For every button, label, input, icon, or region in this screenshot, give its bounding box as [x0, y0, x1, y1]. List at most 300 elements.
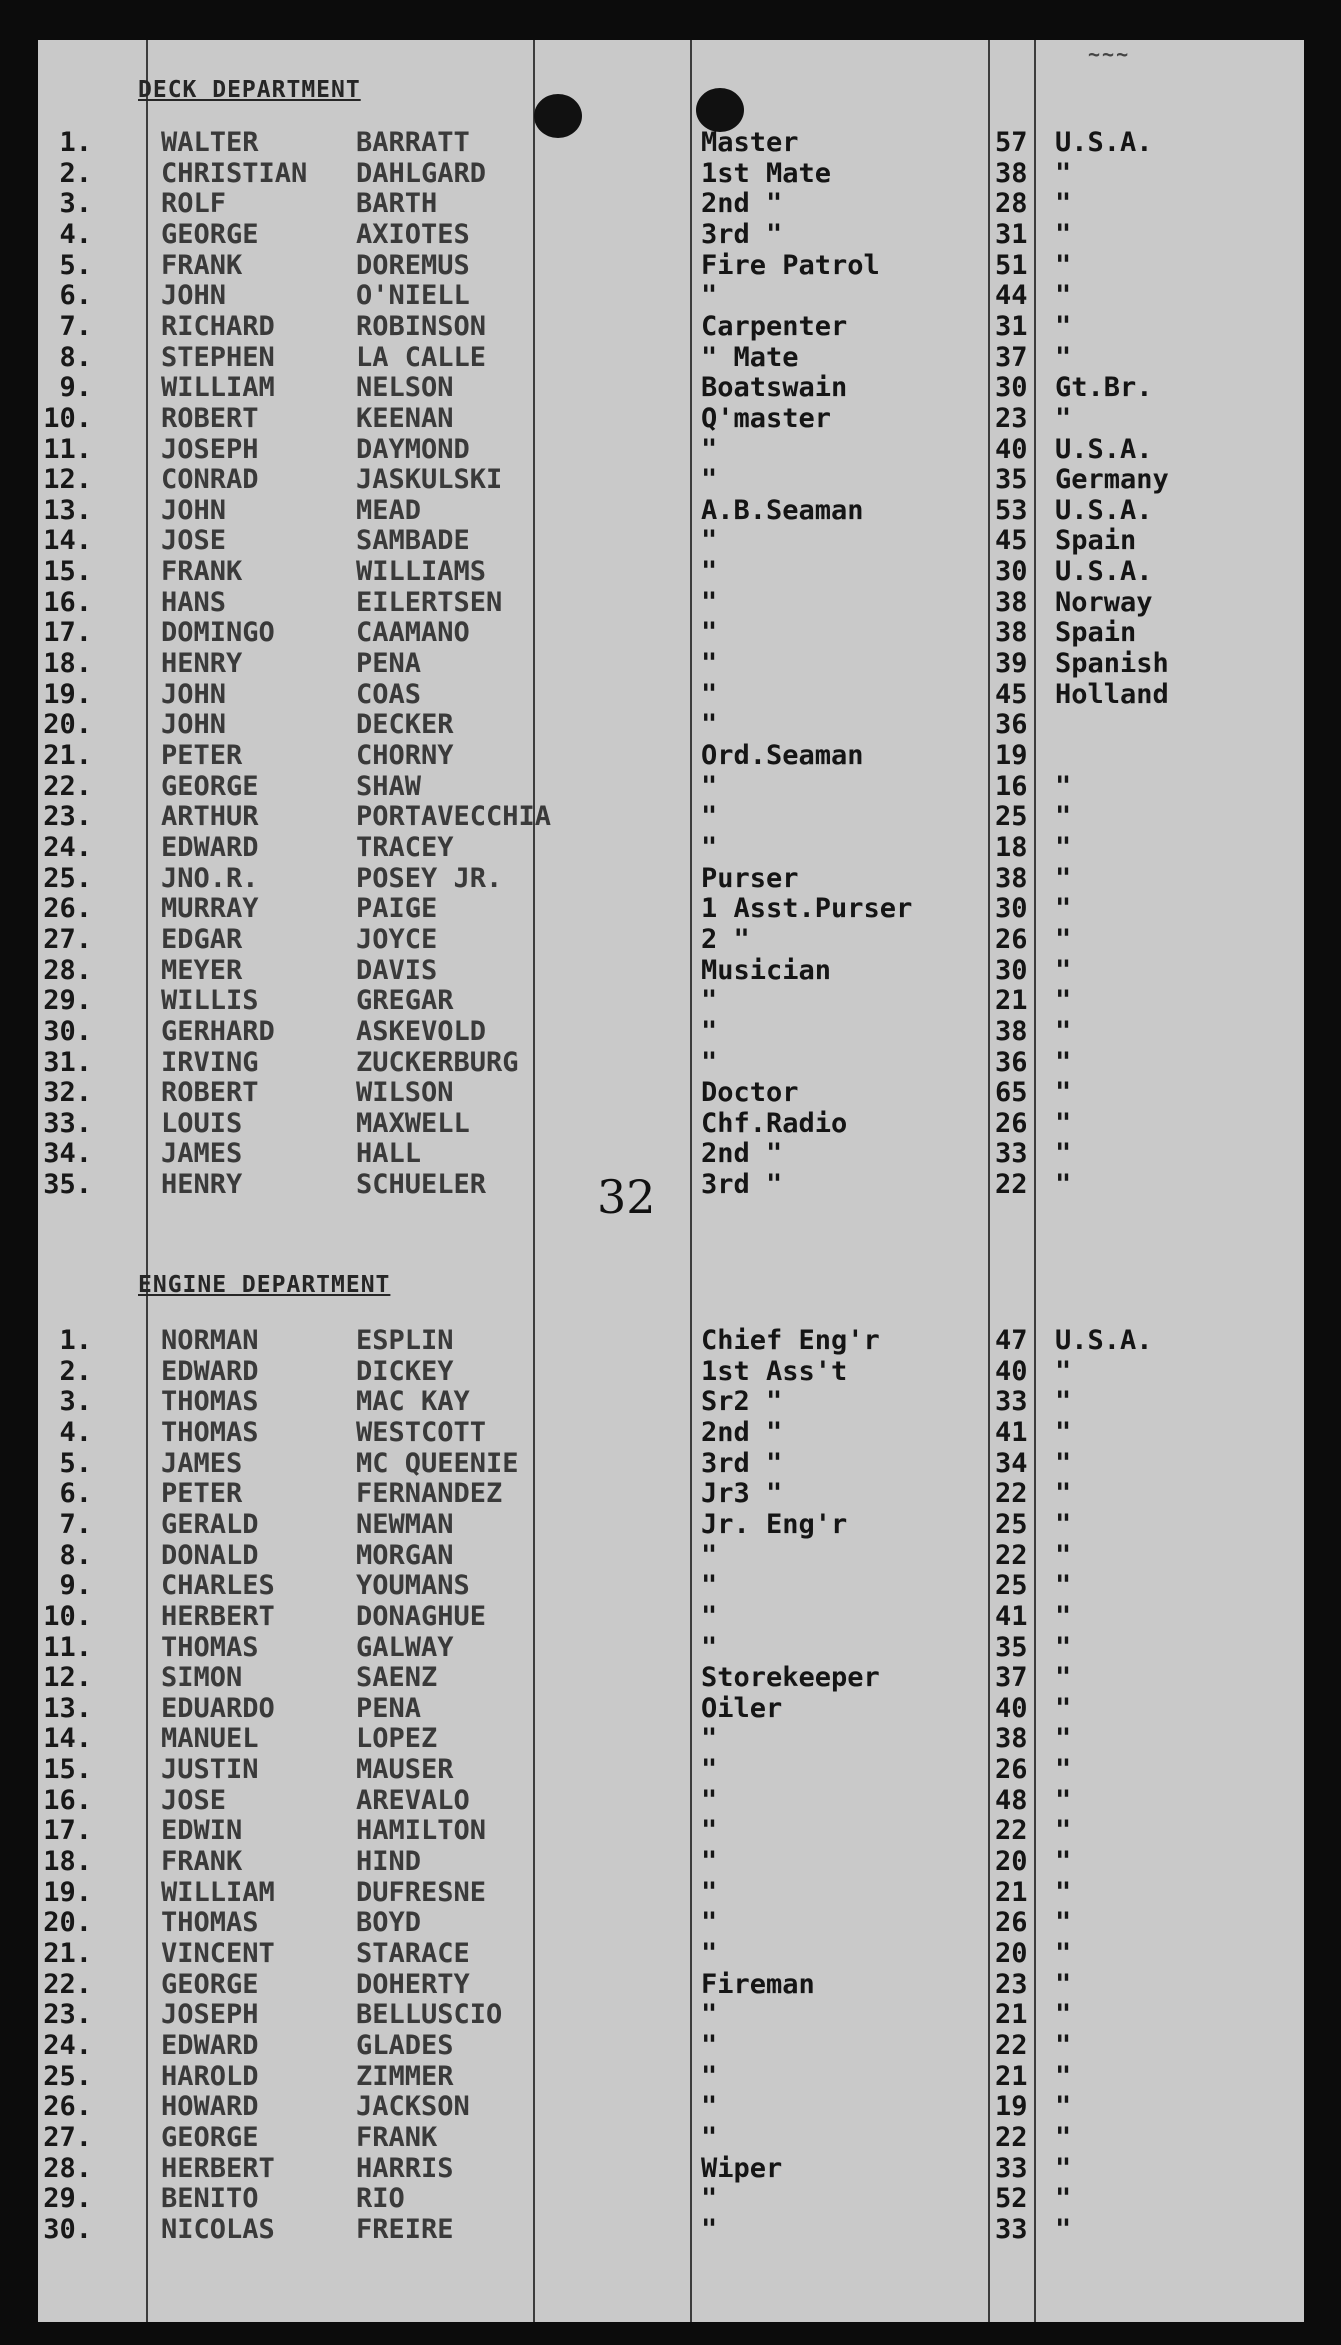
- age: 28: [995, 188, 1028, 220]
- rating: 1 Asst.Purser: [701, 893, 913, 925]
- last-name: DAYMOND: [356, 433, 470, 465]
- age: 37: [995, 341, 1028, 373]
- age: 22: [995, 1815, 1028, 1847]
- age: 30: [995, 954, 1028, 986]
- rating: ": [701, 678, 718, 710]
- crew-row: [38, 1938, 1304, 1969]
- nationality: U.S.A.: [1055, 1325, 1153, 1356]
- row-number: 8.: [59, 341, 92, 373]
- row-number: 22.: [43, 770, 92, 802]
- row-number: 1.: [59, 127, 92, 158]
- crew-row: [38, 740, 1304, 771]
- nationality: Holland: [1055, 678, 1169, 710]
- age: 31: [995, 218, 1028, 250]
- nationality: ": [1055, 1386, 1072, 1418]
- crew-row: [38, 1169, 1304, 1200]
- first-name: JOSEPH: [161, 1999, 259, 2031]
- age: 30: [995, 893, 1028, 925]
- first-name: HERBERT: [161, 1600, 275, 1632]
- rating: ": [701, 586, 718, 618]
- age: 26: [995, 1907, 1028, 1939]
- rating: ": [701, 556, 718, 588]
- crew-row: [38, 1969, 1304, 2000]
- crew-row: [38, 1047, 1304, 1078]
- first-name: GEORGE: [161, 2121, 259, 2153]
- age: 41: [995, 1416, 1028, 1448]
- crew-row: [38, 1877, 1304, 1908]
- last-name: MAUSER: [356, 1754, 454, 1786]
- nationality: ": [1055, 249, 1072, 281]
- last-name: TRACEY: [356, 831, 454, 863]
- age: 25: [995, 801, 1028, 833]
- age: 38: [995, 617, 1028, 649]
- last-name: ZUCKERBURG: [356, 1046, 519, 1078]
- rating: ": [701, 2183, 718, 2215]
- rating: Sr2 ": [701, 1386, 783, 1418]
- nationality: ": [1055, 280, 1072, 312]
- first-name: THOMAS: [161, 1416, 259, 1448]
- age: 33: [995, 2213, 1028, 2245]
- age: 26: [995, 923, 1028, 955]
- row-number: 10.: [43, 1600, 92, 1632]
- crew-row: [38, 403, 1304, 434]
- crew-row: [38, 1570, 1304, 1601]
- nationality: ": [1055, 1478, 1072, 1510]
- row-number: 26.: [43, 893, 92, 925]
- last-name: DOHERTY: [356, 1968, 470, 2000]
- age: 52: [995, 2183, 1028, 2215]
- row-number: 30.: [43, 1015, 92, 1047]
- last-name: WILLIAMS: [356, 556, 487, 588]
- row-number: 14.: [43, 1723, 92, 1755]
- first-name: ROBERT: [161, 402, 259, 434]
- nationality: Spain: [1055, 525, 1137, 557]
- last-name: MC QUEENIE: [356, 1447, 519, 1479]
- last-name: MEAD: [356, 494, 422, 526]
- age: 22: [995, 1478, 1028, 1510]
- age: 45: [995, 678, 1028, 710]
- row-number: 12.: [43, 464, 92, 496]
- first-name: JOHN: [161, 494, 227, 526]
- nationality: ": [1055, 1784, 1072, 1816]
- rating: 3rd ": [701, 1169, 783, 1201]
- rating: Fireman: [701, 1968, 815, 2000]
- last-name: SAENZ: [356, 1662, 438, 1694]
- row-number: 23.: [43, 801, 92, 833]
- nationality: ": [1055, 1631, 1072, 1663]
- nationality: ": [1055, 2183, 1072, 2215]
- nationality: U.S.A.: [1055, 433, 1153, 465]
- nationality: ": [1055, 1692, 1072, 1724]
- last-name: PORTAVECCHIA: [356, 801, 552, 833]
- row-number: 9.: [59, 372, 92, 404]
- rating: 3rd ": [701, 1447, 783, 1479]
- row-number: 4.: [59, 1416, 92, 1448]
- rating: Wiper: [701, 2152, 783, 2184]
- rating: ": [701, 801, 718, 833]
- first-name: JNO.R.: [161, 862, 259, 894]
- row-number: 11.: [43, 433, 92, 465]
- crew-row: [38, 1016, 1304, 1047]
- age: 48: [995, 1784, 1028, 1816]
- first-name: THOMAS: [161, 1631, 259, 1663]
- nationality: ": [1055, 1876, 1072, 1908]
- nationality: ": [1055, 1539, 1072, 1571]
- row-number: 19.: [43, 1876, 92, 1908]
- crew-row: [38, 127, 1304, 158]
- row-number: 24.: [43, 831, 92, 863]
- rating: ": [701, 2029, 718, 2061]
- last-name: BOYD: [356, 1907, 422, 1939]
- age: 33: [995, 1138, 1028, 1170]
- nationality: ": [1055, 1416, 1072, 1448]
- rating: ": [701, 1015, 718, 1047]
- crew-row: [38, 311, 1304, 342]
- row-number: 24.: [43, 2029, 92, 2061]
- row-number: 13.: [43, 1692, 92, 1724]
- crew-row: [38, 1754, 1304, 1785]
- last-name: YOUMANS: [356, 1570, 470, 1602]
- crew-row: [38, 1999, 1304, 2030]
- nationality: ": [1055, 2213, 1072, 2245]
- last-name: HALL: [356, 1138, 422, 1170]
- crew-row: [38, 1907, 1304, 1938]
- rating: " Mate: [701, 341, 799, 373]
- age: 22: [995, 1539, 1028, 1571]
- first-name: GERALD: [161, 1508, 259, 1540]
- rating: ": [701, 464, 718, 496]
- age: 19: [995, 740, 1028, 771]
- nationality: ": [1055, 341, 1072, 373]
- row-number: 28.: [43, 954, 92, 986]
- last-name: COAS: [356, 678, 422, 710]
- row-number: 26.: [43, 2091, 92, 2123]
- last-name: ZIMMER: [356, 2060, 454, 2092]
- rating: ": [701, 525, 718, 557]
- rating: ": [701, 1631, 718, 1663]
- first-name: WILLIAM: [161, 1876, 275, 1908]
- row-number: 20.: [43, 709, 92, 741]
- last-name: ESPLIN: [356, 1325, 454, 1356]
- crew-row: [38, 617, 1304, 648]
- last-name: HARRIS: [356, 2152, 454, 2184]
- age: 19: [995, 2091, 1028, 2123]
- first-name: EDWARD: [161, 831, 259, 863]
- last-name: O'NIELL: [356, 280, 470, 312]
- crew-row: [38, 1693, 1304, 1724]
- rating: ": [701, 2213, 718, 2245]
- rating: ": [701, 1815, 718, 1847]
- last-name: NELSON: [356, 372, 454, 404]
- row-number: 12.: [43, 1662, 92, 1694]
- first-name: BENITO: [161, 2183, 259, 2215]
- rating: ": [701, 831, 718, 863]
- nationality: ": [1055, 1662, 1072, 1694]
- age: 65: [995, 1077, 1028, 1109]
- row-number: 11.: [43, 1631, 92, 1663]
- last-name: BARRATT: [356, 127, 470, 158]
- age: 39: [995, 648, 1028, 680]
- age: 40: [995, 433, 1028, 465]
- row-number: 5.: [59, 1447, 92, 1479]
- row-number: 13.: [43, 494, 92, 526]
- age: 30: [995, 372, 1028, 404]
- crew-row: [38, 771, 1304, 802]
- row-number: 14.: [43, 525, 92, 557]
- last-name: LOPEZ: [356, 1723, 438, 1755]
- page-number-handwritten: 32: [597, 1170, 656, 1224]
- crew-row: [38, 863, 1304, 894]
- rating: ": [701, 2060, 718, 2092]
- crew-row: [38, 188, 1304, 219]
- nationality: ": [1055, 1999, 1072, 2031]
- nationality: ": [1055, 218, 1072, 250]
- crew-row: [38, 556, 1304, 587]
- crew-row: [38, 219, 1304, 250]
- rating: ": [701, 1876, 718, 1908]
- rating: Doctor: [701, 1077, 799, 1109]
- nationality: ": [1055, 1754, 1072, 1786]
- crew-row: [38, 2122, 1304, 2153]
- crew-row: [38, 1662, 1304, 1693]
- rating: ": [701, 2091, 718, 2123]
- rating: ": [701, 709, 718, 741]
- first-name: PETER: [161, 1478, 243, 1510]
- first-name: PETER: [161, 740, 243, 771]
- first-name: WILLIAM: [161, 372, 275, 404]
- nationality: ": [1055, 1600, 1072, 1632]
- last-name: MAXWELL: [356, 1107, 470, 1139]
- first-name: FRANK: [161, 1846, 243, 1878]
- row-number: 15.: [43, 556, 92, 588]
- row-number: 3.: [59, 1386, 92, 1418]
- age: 16: [995, 770, 1028, 802]
- crew-row: [38, 1846, 1304, 1877]
- age: 40: [995, 1692, 1028, 1724]
- last-name: DECKER: [356, 709, 454, 741]
- age: 21: [995, 1876, 1028, 1908]
- rating: Chief Eng'r: [701, 1325, 880, 1356]
- last-name: DAVIS: [356, 954, 438, 986]
- nationality: ": [1055, 862, 1072, 894]
- rating: ": [701, 1570, 718, 1602]
- first-name: NORMAN: [161, 1325, 259, 1356]
- nationality: ": [1055, 1570, 1072, 1602]
- last-name: EILERTSEN: [356, 586, 503, 618]
- first-name: STEPHEN: [161, 341, 275, 373]
- first-name: EDUARDO: [161, 1692, 275, 1724]
- last-name: MORGAN: [356, 1539, 454, 1571]
- first-name: EDWARD: [161, 1355, 259, 1387]
- first-name: MEYER: [161, 954, 243, 986]
- first-name: GEORGE: [161, 770, 259, 802]
- first-name: EDWIN: [161, 1815, 243, 1847]
- crew-row: [38, 1108, 1304, 1139]
- age: 26: [995, 1754, 1028, 1786]
- crew-row: [38, 2153, 1304, 2184]
- row-number: 31.: [43, 1046, 92, 1078]
- nationality: ": [1055, 157, 1072, 189]
- rating: Chf.Radio: [701, 1107, 848, 1139]
- first-name: ROBERT: [161, 1077, 259, 1109]
- age: 38: [995, 1015, 1028, 1047]
- last-name: AREVALO: [356, 1784, 470, 1816]
- crew-row: [38, 280, 1304, 311]
- last-name: ASKEVOLD: [356, 1015, 487, 1047]
- age: 21: [995, 985, 1028, 1017]
- row-number: 7.: [59, 1508, 92, 1540]
- crew-row: [38, 1632, 1304, 1663]
- age: 38: [995, 586, 1028, 618]
- age: 44: [995, 280, 1028, 312]
- row-number: 20.: [43, 1907, 92, 1939]
- row-number: 1.: [59, 1325, 92, 1356]
- rating: ": [701, 1784, 718, 1816]
- nationality: ": [1055, 1938, 1072, 1969]
- row-number: 30.: [43, 2213, 92, 2245]
- rating: Fire Patrol: [701, 249, 880, 281]
- rating: ": [701, 1907, 718, 1939]
- first-name: JOSEPH: [161, 433, 259, 465]
- first-name: ARTHUR: [161, 801, 259, 833]
- nationality: ": [1055, 1107, 1072, 1139]
- nationality: ": [1055, 985, 1072, 1017]
- row-number: 27.: [43, 2121, 92, 2153]
- last-name: CAAMANO: [356, 617, 470, 649]
- age: 35: [995, 1631, 1028, 1663]
- row-number: 27.: [43, 923, 92, 955]
- crew-row: [38, 1417, 1304, 1448]
- first-name: DOMINGO: [161, 617, 275, 649]
- crew-row: [38, 158, 1304, 189]
- first-name: RICHARD: [161, 310, 275, 342]
- rating: ": [701, 433, 718, 465]
- age: 25: [995, 1570, 1028, 1602]
- punch-hole: [696, 88, 744, 132]
- crew-row: [38, 679, 1304, 710]
- row-number: 16.: [43, 1784, 92, 1816]
- age: 22: [995, 2029, 1028, 2061]
- row-number: 25.: [43, 862, 92, 894]
- crew-row: [38, 648, 1304, 679]
- nationality: ": [1055, 923, 1072, 955]
- row-number: 33.: [43, 1107, 92, 1139]
- age: 22: [995, 1169, 1028, 1201]
- crew-row: [38, 342, 1304, 373]
- row-number: 18.: [43, 1846, 92, 1878]
- crew-row: [38, 1815, 1304, 1846]
- last-name: LA CALLE: [356, 341, 487, 373]
- rating: 2nd ": [701, 1416, 783, 1448]
- age: 38: [995, 862, 1028, 894]
- last-name: FREIRE: [356, 2213, 454, 2245]
- age: 23: [995, 1968, 1028, 2000]
- last-name: CHORNY: [356, 740, 454, 771]
- rating: 1st Ass't: [701, 1355, 848, 1387]
- nationality: ": [1055, 2121, 1072, 2153]
- first-name: JOSE: [161, 1784, 227, 1816]
- first-name: JUSTIN: [161, 1754, 259, 1786]
- last-name: KEENAN: [356, 402, 454, 434]
- crew-row: [38, 434, 1304, 465]
- rating: 2nd ": [701, 1138, 783, 1170]
- rating: A.B.Seaman: [701, 494, 864, 526]
- rating: ": [701, 1723, 718, 1755]
- rating: Carpenter: [701, 310, 848, 342]
- row-number: 19.: [43, 678, 92, 710]
- nationality: ": [1055, 1846, 1072, 1878]
- first-name: WILLIS: [161, 985, 259, 1017]
- nationality: ": [1055, 1169, 1072, 1201]
- rating: Ord.Seaman: [701, 740, 864, 771]
- crew-row: [38, 250, 1304, 281]
- last-name: PENA: [356, 1692, 422, 1724]
- first-name: DONALD: [161, 1539, 259, 1571]
- nationality: ": [1055, 1508, 1072, 1540]
- rating: Jr. Eng'r: [701, 1508, 848, 1540]
- last-name: JASKULSKI: [356, 464, 503, 496]
- crew-row: [38, 893, 1304, 924]
- nationality: ": [1055, 1355, 1072, 1387]
- last-name: GALWAY: [356, 1631, 454, 1663]
- rating: ": [701, 1754, 718, 1786]
- row-number: 16.: [43, 586, 92, 618]
- age: 30: [995, 556, 1028, 588]
- last-name: NEWMAN: [356, 1508, 454, 1540]
- first-name: FRANK: [161, 249, 243, 281]
- age: 20: [995, 1846, 1028, 1878]
- nationality: Norway: [1055, 586, 1153, 618]
- crew-row: [38, 1540, 1304, 1571]
- nationality: ": [1055, 1447, 1072, 1479]
- rating: ": [701, 1046, 718, 1078]
- nationality: ": [1055, 1723, 1072, 1755]
- last-name: FERNANDEZ: [356, 1478, 503, 1510]
- deck-department-heading: DECK DEPARTMENT: [138, 77, 361, 103]
- crew-row: [38, 1325, 1304, 1356]
- first-name: HAROLD: [161, 2060, 259, 2092]
- crew-row: [38, 801, 1304, 832]
- first-name: GEORGE: [161, 218, 259, 250]
- crew-row: [38, 1785, 1304, 1816]
- rating: ": [701, 985, 718, 1017]
- age: 31: [995, 310, 1028, 342]
- first-name: CHARLES: [161, 1570, 275, 1602]
- crew-row: [38, 2183, 1304, 2214]
- last-name: SAMBADE: [356, 525, 470, 557]
- rating: ": [701, 1600, 718, 1632]
- last-name: JACKSON: [356, 2091, 470, 2123]
- crew-row: [38, 2030, 1304, 2061]
- rating: 3rd ": [701, 218, 783, 250]
- first-name: HERBERT: [161, 2152, 275, 2184]
- row-number: 9.: [59, 1570, 92, 1602]
- rating: ": [701, 280, 718, 312]
- last-name: PAIGE: [356, 893, 438, 925]
- last-name: STARACE: [356, 1938, 470, 1969]
- crew-row: [38, 1448, 1304, 1479]
- last-name: SCHUELER: [356, 1169, 487, 1201]
- crew-row: [38, 709, 1304, 740]
- crew-row: [38, 955, 1304, 986]
- nationality: Spain: [1055, 617, 1137, 649]
- nationality: Spanish: [1055, 648, 1169, 680]
- crew-row: [38, 1509, 1304, 1540]
- crew-row: [38, 1386, 1304, 1417]
- last-name: BARTH: [356, 188, 438, 220]
- row-number: 5.: [59, 249, 92, 281]
- crew-row: [38, 1723, 1304, 1754]
